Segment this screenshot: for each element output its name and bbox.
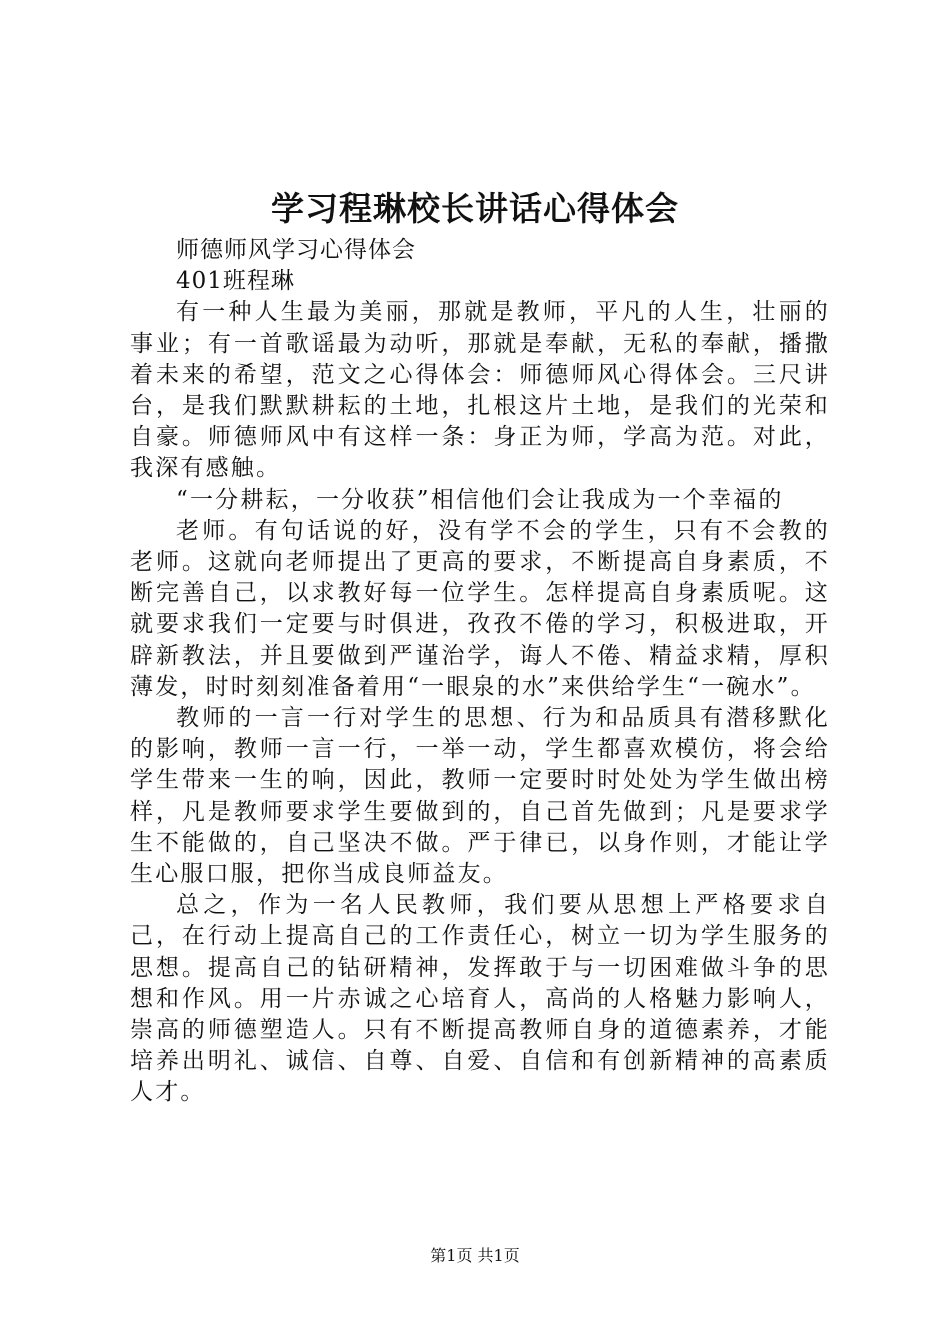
author-line: 401班程琳 (176, 268, 295, 295)
document-title: 学习程琳校长讲话心得体会 (271, 189, 679, 228)
paragraph-3: 老师。有句话说的好，没有学不会的学生，只有不会教的老师。这就向老师提出了更高的要求，不断提高自身素质，不断完善自己，以求教好每一位学生。怎样提高自身素质呢。这就要求我们一定要与时俱进，孜孜不倦的学习，积极进取，开辟新教法，并且要做到严谨治学，诲人不倦、精益求精，厚积薄发，时时刻刻准备着用“一眼泉的水”来供给学生“一碗水”。 (130, 517, 830, 700)
document-body (130, 235, 830, 1109)
paragraph-4: 教师的一言一行对学生的思想、行为和品质具有潜移默化的影响，教师一言一行，一举一动，学生都喜欢模仿，将会给学生带来一生的响，因此，教师一定要时时处处为学生做出榜样，凡是教师要求学生要做到的，自己首先做到；凡是要求学生不能做的，自己坚决不做。严于律已，以身作则，才能让学生心服口服，把你当成良师益友。 (130, 705, 830, 888)
subtitle-line: 师德师风学习心得体会 (176, 237, 416, 263)
page-number-footer: 第1页 共1页 (430, 1246, 520, 1265)
paragraph-5: 总之，作为一名人民教师，我们要从思想上严格要求自己，在行动上提高自己的工作责任心，树立一切为学生服务的思想。提高自己的钻研精神，发挥敢于与一切困难做斗争的思想和作风。用一片赤诚之心培育人，高尚的人格魅力影响人，崇高的师德塑造人。只有不断提高教师自身的道德素养，才能培养出明礼、诚信、自尊、自爱、自信和有创新精神的高素质人才。 (130, 892, 830, 1106)
paragraph-1: 有一种人生最为美丽，那就是教师，平凡的人生，壮丽的事业；有一首歌谣最为动听，那就是奉献，无私的奉献，播撒着未来的希望，范文之心得体会：师德师风心得体会。三尺讲台，是我们默默耕耘的土地，扎根这片土地，是我们的光荣和自豪。师德师风中有这样一条：身正为师，学高为范。对此，我深有感触。 (130, 299, 830, 482)
paragraph-2: “一分耕耘，一分收获”相信他们会让我成为一个幸福的 (176, 486, 784, 513)
